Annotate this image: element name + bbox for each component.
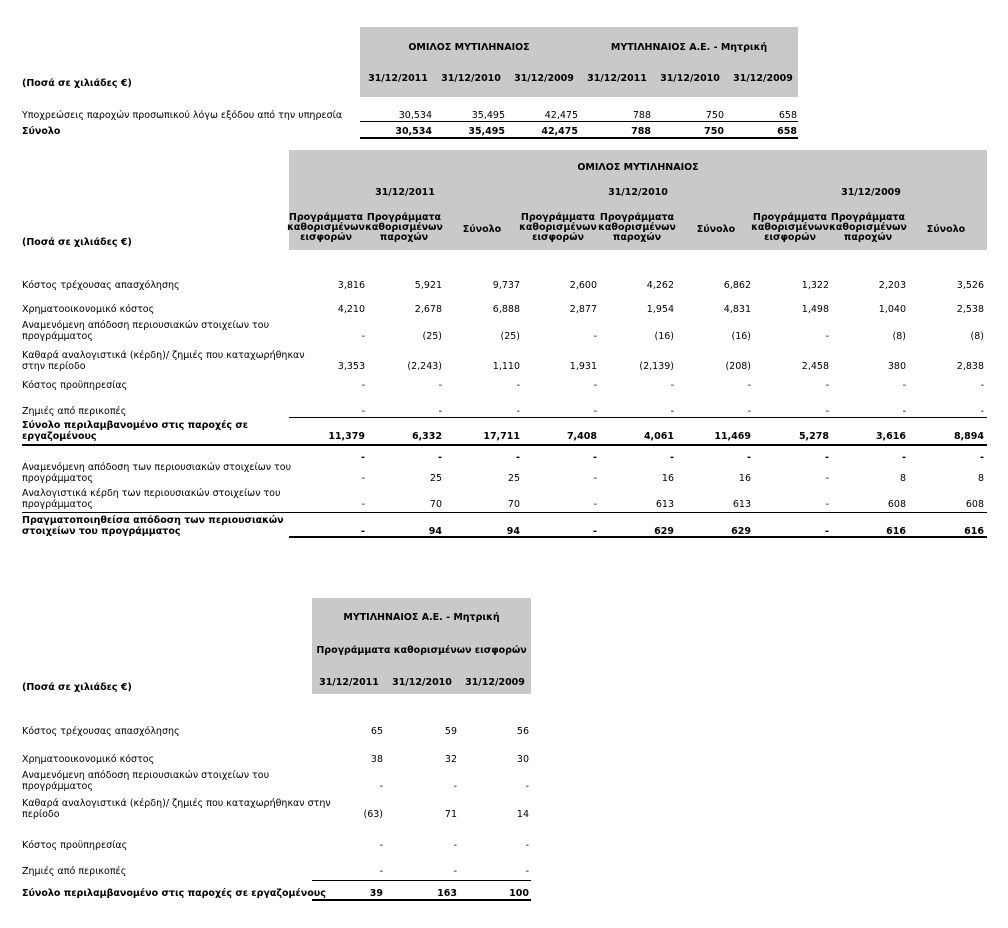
table2-cell: 1,931 — [569, 361, 597, 372]
table2-row-label: Χρηματοοικονομικό κόστος — [22, 304, 155, 315]
table2-cell: 3,816 — [337, 280, 365, 291]
table2-row-label: Καθαρά αναλογιστικά (κέρδη)/ ζημιές που καταχωρήθηκαν — [22, 350, 305, 361]
table2-cell: 629 — [731, 526, 751, 537]
table2-cell: 3,353 — [337, 361, 365, 372]
table3-cell: 100 — [509, 888, 529, 899]
table2-cell: - — [825, 406, 829, 417]
table2-cell: 6,862 — [723, 280, 751, 291]
table2-cell: 9,737 — [492, 280, 520, 291]
table3-row-label: Κόστος τρέχουσας απασχόλησης — [22, 726, 180, 737]
table1-cell: 35,495 — [468, 126, 505, 137]
table2-cell: 2,538 — [956, 304, 984, 315]
table3-row-label: Καθαρά αναλογιστικά (κέρδη)/ ζημιές που καταχωρήθηκαν στην — [22, 798, 331, 809]
table2-cell: - — [593, 380, 597, 391]
table2-cell: - — [747, 380, 751, 391]
table2-cell: (16) — [731, 331, 751, 342]
table2-row-label: Αναμενόμενη απόδοση περιουσιακών στοιχείων του — [22, 320, 270, 331]
table1-cell: 658 — [777, 126, 797, 137]
table2-cell: - — [825, 380, 829, 391]
table2-cell: 2,877 — [569, 304, 597, 315]
table2-cell: 8,894 — [953, 431, 984, 442]
table1-date-header: 31/12/2010 — [660, 73, 720, 84]
table3-cell: 71 — [444, 809, 457, 820]
table2-cell: (2,243) — [407, 361, 442, 372]
table2-cell: - — [516, 406, 520, 417]
table2-col-header: εισφορών — [300, 232, 352, 243]
table2-cell: 613 — [655, 499, 674, 510]
table2-cell: 616 — [964, 526, 984, 537]
table2-cell: (25) — [422, 331, 442, 342]
table2-col-header: καθορισμένων — [829, 222, 907, 233]
table2-cell: - — [438, 380, 442, 391]
table3-date-header: 31/12/2011 — [319, 677, 379, 688]
table2-cell: 1,040 — [878, 304, 906, 315]
table2-cell: (8) — [892, 331, 906, 342]
table2-cell: 4,262 — [646, 280, 674, 291]
table2-row-label: Πραγματοποιηθείσα απόδοση των περιουσιακών — [22, 515, 284, 526]
table3-sub-header: Προγράμματα καθορισμένων εισφορών — [316, 645, 527, 656]
table1-cell: 30,534 — [398, 110, 432, 121]
table2-row-label: στοιχείων του προγράμματος — [22, 526, 181, 537]
table3-cell: - — [379, 866, 383, 877]
table2-cell: (2,139) — [639, 361, 674, 372]
table2-cell: 6,888 — [492, 304, 520, 315]
table1-row-label: Σύνολο — [22, 126, 61, 137]
table2-cell: - — [670, 406, 674, 417]
table3-cell: - — [379, 840, 383, 851]
table2-cell: - — [902, 380, 906, 391]
table2-col-header: Προγράμματα — [599, 212, 675, 223]
table3-row-label: προγράμματος — [22, 781, 93, 792]
table3-unit-label: (Ποσά σε χιλιάδες €) — [22, 682, 132, 693]
table2-cell: 3,526 — [956, 280, 984, 291]
table2-cell: - — [361, 406, 365, 417]
table2-cell: - — [516, 452, 520, 463]
table2-cell: 2,203 — [878, 280, 906, 291]
table3-cell: - — [453, 781, 457, 792]
table1-parent-header: ΜΥΤΙΛΗΝΑΙΟΣ Α.Ε. - Μητρική — [610, 42, 768, 53]
table2-cell: (25) — [500, 331, 520, 342]
table2-col-header: Προγράμματα — [366, 212, 442, 223]
table2-cell: - — [361, 331, 365, 342]
table2-cell: 4,210 — [337, 304, 365, 315]
table2-row-label: προγράμματος — [22, 331, 93, 342]
table2-col-header: Προγράμματα — [752, 212, 828, 223]
table2-row-label: εργαζομένους — [22, 431, 97, 442]
table2-cell: 4,061 — [643, 431, 674, 442]
table1-header-shade — [360, 27, 798, 97]
table2-cell: 6,332 — [411, 431, 442, 442]
table2-col-header: καθορισμένων — [598, 222, 676, 233]
table2-cell: - — [902, 406, 906, 417]
table2-total-line-2 — [289, 536, 987, 538]
table3-row-label: Κόστος προϋπηρεσίας — [22, 840, 128, 851]
table2-col-header: Σύνολο — [926, 224, 966, 235]
table3-cell: 32 — [444, 754, 457, 765]
table2-cell: 2,600 — [569, 280, 597, 291]
table2-cell: 94 — [506, 526, 520, 537]
table2-cell: 616 — [886, 526, 906, 537]
table2-unit-label: (Ποσά σε χιλιάδες €) — [22, 237, 132, 248]
table1-date-header: 31/12/2010 — [441, 73, 501, 84]
table2-col-header: καθορισμένων — [519, 222, 597, 233]
table2-cell: 11,379 — [328, 431, 365, 442]
table2-year-header: 31/12/2009 — [841, 187, 901, 198]
table2-cell: - — [516, 380, 520, 391]
table1-unit-label: (Ποσά σε χιλιάδες €) — [22, 78, 132, 89]
table2-cell: - — [361, 473, 365, 484]
table2-cell: - — [438, 406, 442, 417]
table2-total-line-1 — [22, 444, 987, 446]
table3-cell: - — [525, 840, 529, 851]
table2-group-header: ΟΜΙΛΟΣ ΜΥΤΙΛΗΝΑΙΟΣ — [577, 162, 699, 173]
table2-cell: 1,954 — [646, 304, 674, 315]
table2-cell: 5,921 — [414, 280, 442, 291]
table2-cell: - — [825, 526, 829, 537]
table2-cell: 629 — [654, 526, 674, 537]
table3-cell: - — [379, 781, 383, 792]
table2-cell: 8 — [977, 473, 984, 484]
table2-cell: 17,711 — [483, 431, 520, 442]
table2-cell: 608 — [965, 499, 984, 510]
table2-row-label: Σύνολο περιλαμβανομένο στις παροχές σε — [22, 420, 249, 431]
table3-cell: - — [453, 866, 457, 877]
table2-cell: 70 — [507, 499, 520, 510]
table2-cell: - — [361, 380, 365, 391]
table2-cell: 25 — [507, 473, 520, 484]
table2-cell: - — [980, 406, 984, 417]
table2-row-label: Κόστος τρέχουσας απασχόλησης — [22, 280, 180, 291]
table2-col-header: εισφορών — [764, 232, 816, 243]
table2-year-header: 31/12/2010 — [608, 187, 668, 198]
table2-col-header: Προγράμματα — [520, 212, 596, 223]
table3-cell: 56 — [516, 726, 529, 737]
table2-row-label: προγράμματος — [22, 473, 93, 484]
table2-cell: - — [825, 499, 829, 510]
table2-cell: - — [980, 380, 984, 391]
table1-date-header: 31/12/2009 — [514, 73, 574, 84]
table2-subtotal-line — [289, 417, 987, 418]
table2-cell: (208) — [725, 361, 751, 372]
table2-row-label: Αναμενόμενη απόδοση των περιουσιακών στοιχείων του — [22, 462, 292, 473]
table3-cell: - — [453, 840, 457, 851]
table2-cell: 16 — [661, 473, 674, 484]
table1-date-header: 31/12/2011 — [587, 73, 647, 84]
table2-cell: 613 — [732, 499, 751, 510]
table2-cell: - — [361, 499, 365, 510]
table3-row-label: περίοδο — [22, 809, 60, 820]
table3-cell: 38 — [370, 754, 383, 765]
table3-date-header: 31/12/2009 — [465, 677, 525, 688]
table1-cell: 42,475 — [544, 110, 578, 121]
table2-cell: 8 — [899, 473, 906, 484]
table2-cell: - — [670, 380, 674, 391]
table2-col-header: παροχών — [379, 232, 429, 243]
table1-cell: 750 — [704, 126, 724, 137]
table2-cell: 16 — [738, 473, 751, 484]
table2-cell: - — [747, 452, 751, 463]
table1-cell: 35,495 — [471, 110, 505, 121]
table2-cell: 7,408 — [566, 431, 597, 442]
table1-cell: 658 — [778, 110, 797, 121]
table2-cell: 5,278 — [798, 431, 829, 442]
table2-row-label: Ζημιές από περικοπές — [22, 406, 127, 417]
table1-cell: 788 — [631, 126, 651, 137]
table2-col-header: καθορισμένων — [751, 222, 829, 233]
table3-cell: 59 — [444, 726, 457, 737]
table2-cell: - — [593, 406, 597, 417]
table1-cell: 30,534 — [395, 126, 432, 137]
table2-cell: - — [825, 331, 829, 342]
table2-cell: 2,458 — [801, 361, 829, 372]
table2-cell: - — [593, 526, 597, 537]
table2-cell: - — [361, 526, 365, 537]
table3-parent-header: ΜΥΤΙΛΗΝΑΙΟΣ Α.Ε. - Μητρική — [343, 612, 500, 623]
table2-col-header: παροχών — [612, 232, 662, 243]
table1-total-line — [360, 137, 798, 139]
table2-cell: 70 — [429, 499, 442, 510]
table3-row-label: Αναμενόμενη απόδοση περιουσιακών στοιχείων του — [22, 770, 270, 781]
table3-cell: 30 — [516, 754, 529, 765]
table2-cell: (16) — [654, 331, 674, 342]
table3-cell: - — [525, 866, 529, 877]
table2-row-label: προγράμματος — [22, 499, 93, 510]
table1-group-header: ΟΜΙΛΟΣ ΜΥΤΙΛΗΝΑΙΟΣ — [408, 42, 530, 53]
table3-cell: (63) — [363, 809, 383, 820]
table2-col-header: Προγράμματα — [830, 212, 906, 223]
table3-cell: - — [525, 781, 529, 792]
table2-cell: - — [361, 452, 365, 463]
table2-cell: - — [747, 406, 751, 417]
table2-cell: - — [593, 331, 597, 342]
table2-col-header: παροχών — [843, 232, 893, 243]
table3-total-line — [312, 899, 531, 901]
table2-cell: 2,678 — [414, 304, 442, 315]
table2-cell: - — [902, 452, 906, 463]
table1-cell: 42,475 — [541, 126, 578, 137]
table3-row-label: Ζημιές από περικοπές — [22, 866, 127, 877]
table1-subtotal-line — [360, 121, 798, 122]
table1-cell: 750 — [705, 110, 724, 121]
table2-cell: (8) — [970, 331, 984, 342]
table2-year-header: 31/12/2011 — [375, 187, 435, 198]
table2-col-header: Προγράμματα — [288, 212, 364, 223]
table2-col-header: Σύνολο — [696, 224, 736, 235]
table2-row-label: Αναλογιστικά κέρδη των περιουσιακών στοιχείων του — [22, 488, 281, 499]
table2-cell: 1,498 — [801, 304, 829, 315]
table3-cell: 65 — [370, 726, 383, 737]
table2-cell: - — [980, 452, 984, 463]
table2-col-header: καθορισμένων — [365, 222, 443, 233]
table3-cell: 39 — [369, 888, 383, 899]
table2-cell: 380 — [887, 361, 906, 372]
table2-row-label: στην περίοδο — [22, 361, 86, 372]
table2-cell: 1,322 — [801, 280, 829, 291]
table2-cell: - — [825, 452, 829, 463]
table2-col-header: εισφορών — [532, 232, 584, 243]
table2-cell: - — [593, 473, 597, 484]
table2-cell: 1,110 — [492, 361, 520, 372]
table2-cell: 94 — [428, 526, 442, 537]
table3-cell: 163 — [437, 888, 457, 899]
table2-cell: 25 — [429, 473, 442, 484]
table2-cell: 608 — [887, 499, 906, 510]
table2-col-header: καθορισμένων — [287, 222, 365, 233]
table2-subtotal-line-2 — [22, 512, 987, 513]
table1-date-header: 31/12/2009 — [733, 73, 793, 84]
table3-subtotal-line — [312, 880, 531, 881]
table1-row-label: Υποχρεώσεις παροχών προσωπικού λόγω εξόδου από την υπηρεσία — [22, 110, 343, 121]
table1-cell: 788 — [632, 110, 651, 121]
table2-row-label: Κόστος προϋπηρεσίας — [22, 380, 128, 391]
table2-cell: - — [825, 473, 829, 484]
table3-cell: 14 — [516, 809, 529, 820]
table3-row-label: Χρηματοοικονομικό κόστος — [22, 754, 155, 765]
table1-date-header: 31/12/2011 — [368, 73, 428, 84]
table2-cell: - — [438, 452, 442, 463]
table2-cell: 3,616 — [875, 431, 906, 442]
table3-date-header: 31/12/2010 — [392, 677, 452, 688]
table2-cell: - — [593, 499, 597, 510]
table3-row-label: Σύνολο περιλαμβανομένο στις παροχές σε εργαζομένους — [22, 888, 326, 899]
table2-cell: - — [670, 452, 674, 463]
table2-cell: 4,831 — [723, 304, 751, 315]
table2-cell: - — [593, 452, 597, 463]
table2-cell: 11,469 — [714, 431, 751, 442]
table2-cell: 2,838 — [956, 361, 984, 372]
table2-col-header: Σύνολο — [462, 224, 502, 235]
